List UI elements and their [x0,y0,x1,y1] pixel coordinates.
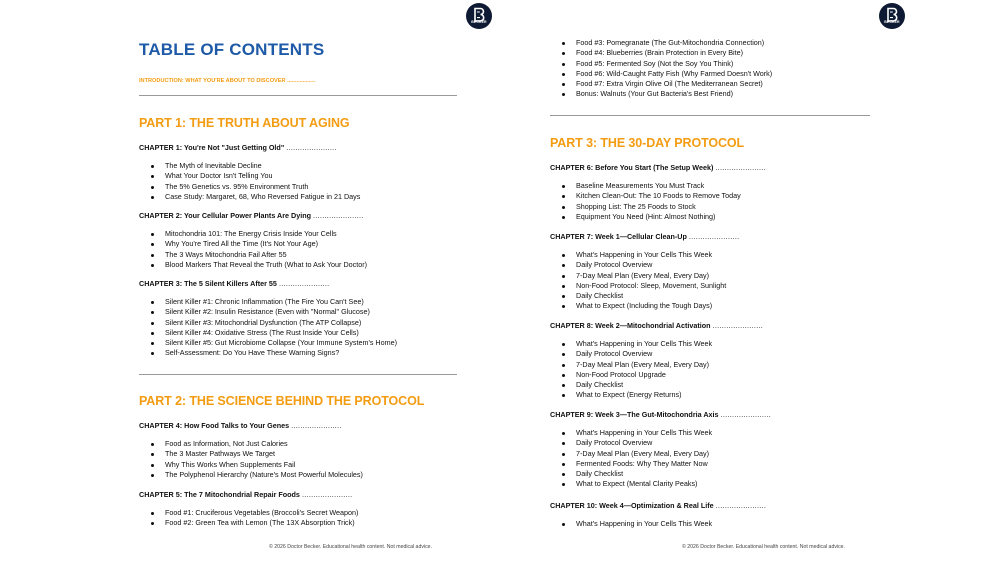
becker-logo [466,3,492,29]
chapter-3-heading [139,279,329,288]
list-item: 7-Day Meal Plan (Every Meal, Every Day) [550,360,712,370]
right-page [500,0,1005,565]
list-item: Self-Assessment: Do You Have These Warning Signs? [139,348,397,358]
chapter-4-list [139,439,363,480]
divider [550,115,870,116]
list-item: Shopping List: The 25 Foods to Stock [550,202,741,212]
list-item: Blood Markers That Reveal the Truth (What to Ask Your Doctor) [139,260,367,270]
leader-dots: ...................... [278,279,330,288]
list-item: Equipment You Need (Hint: Almost Nothing) [550,212,741,222]
part3-heading: PART 3: THE 30-DAY PROTOCOL [550,136,745,150]
list-item: Bonus: Walnuts (Your Gut Bacteria's Best Friend) [550,89,772,99]
list-item: What Your Doctor Isn't Telling You [139,171,360,181]
footer-text: © 2026 Doctor Becker. Educational health content. Not medical advice. [269,544,432,550]
chapter-title: CHAPTER 4: How Food Talks to Your Genes [139,421,290,430]
list-item: Silent Killer #1: Chronic Inflammation (The Fire You Can't See) [139,297,397,307]
list-item: Daily Protocol Overview [550,260,726,270]
list-item: What to Expect (Energy Returns) [550,390,712,400]
part2-heading: PART 2: THE SCIENCE BEHIND THE PROTOCOL [139,394,425,408]
chapter-9-heading [550,410,771,419]
chapter-8-heading [550,321,763,330]
divider [139,374,457,375]
list-item: What's Happening in Your Cells This Week [550,519,712,529]
chapter-7-list [550,250,726,312]
list-item: 7-Day Meal Plan (Every Meal, Every Day) [550,449,712,459]
list-item: Silent Killer #5: Gut Microbiome Collapse (Your Immune System's Home) [139,338,397,348]
leader-dots: ...................... [720,410,772,419]
page-title: TABLE OF CONTENTS [139,40,325,59]
list-item: Non-Food Protocol: Sleep, Movement, Sunlight [550,281,726,291]
chapter-title: CHAPTER 6: Before You Start (The Setup Week) [550,163,714,172]
chapter-title: CHAPTER 2: Your Cellular Power Plants Are Dying [139,211,312,220]
list-item: The 5% Genetics vs. 95% Environment Truth [139,182,360,192]
leader-dots: ...................... [688,232,740,241]
list-item: Silent Killer #3: Mitochondrial Dysfunction (The ATP Collapse) [139,318,397,328]
leader-dots: ...................... [712,321,764,330]
footer-text: © 2026 Doctor Becker. Educational health content. Not medical advice. [682,544,845,550]
list-item: What's Happening in Your Cells This Week [550,428,712,438]
chapter-3-list [139,297,397,359]
chapter-8-list [550,339,712,401]
chapter-title: CHAPTER 7: Week 1—Cellular Clean-Up [550,232,687,241]
chapter-10-heading [550,501,766,510]
list-item: The Polyphenol Hierarchy (Nature's Most Powerful Molecules) [139,470,363,480]
logo-b-icon [466,3,492,29]
chapter-title: CHAPTER 5: The 7 Mitochondrial Repair Foods [139,490,300,499]
list-item: Food as Information, Not Just Calories [139,439,363,449]
list-item: Food #1: Cruciferous Vegetables (Broccoli's Secret Weapon) [139,508,358,518]
leader-dots: ...................... [715,163,766,172]
chapter-title: CHAPTER 3: The 5 Silent Killers After 55 [139,279,277,288]
list-item: Food #7: Extra Virgin Olive Oil (The Mediterranean Secret) [550,79,772,89]
left-page [0,0,500,565]
chapter-5-heading [139,490,352,499]
list-item: What to Expect (Including the Tough Days) [550,301,726,311]
list-item: Daily Checklist [550,380,712,390]
chapter-6-heading [550,163,766,172]
chapter-5-continued-list [550,38,772,100]
leader-dots: ...................... [715,501,767,510]
list-item: Silent Killer #2: Insulin Resistance (Even with "Normal" Glucose) [139,307,397,317]
chapter-5-list [139,508,358,529]
list-item: What's Happening in Your Cells This Week [550,250,726,260]
chapter-title: CHAPTER 1: You're Not "Just Getting Old" [139,143,285,152]
logo-text: BECKER [471,20,487,24]
list-item: Daily Protocol Overview [550,349,712,359]
list-item: Daily Protocol Overview [550,438,712,448]
logo-b-icon [879,3,905,29]
chapter-10-list [550,519,712,529]
list-item: The 3 Master Pathways We Target [139,449,363,459]
list-item: What to Expect (Mental Clarity Peaks) [550,479,712,489]
chapter-1-heading [139,143,337,152]
intro-entry: INTRODUCTION: WHAT YOU'RE ABOUT TO DISCOVER .................. [139,78,316,84]
list-item: Daily Checklist [550,291,726,301]
list-item: Food #3: Pomegranate (The Gut-Mitochondria Connection) [550,38,772,48]
logo-text: BECKER [884,20,900,24]
leader-dots: ...................... [301,490,353,499]
list-item: Food #4: Blueberries (Brain Protection in Every Bite) [550,48,772,58]
chapter-title: CHAPTER 8: Week 2—Mitochondrial Activation [550,321,711,330]
list-item: Food #2: Green Tea with Lemon (The 13X Absorption Trick) [139,518,358,528]
list-item: Food #5: Fermented Soy (Not the Soy You Think) [550,59,772,69]
list-item: Case Study: Margaret, 68, Who Reversed Fatigue in 21 Days [139,192,360,202]
becker-logo [879,3,905,29]
divider [139,95,457,96]
chapter-2-list [139,229,367,270]
chapter-9-list [550,428,712,490]
list-item: Daily Checklist [550,469,712,479]
list-item: Mitochondria 101: The Energy Crisis Inside Your Cells [139,229,367,239]
list-item: Fermented Foods: Why They Matter Now [550,459,712,469]
chapter-title: CHAPTER 9: Week 3—The Gut-Mitochondria Axis [550,410,719,419]
list-item: Why You're Tired All the Time (It's Not Your Age) [139,239,367,249]
list-item: Food #6: Wild-Caught Fatty Fish (Why Farmed Doesn't Work) [550,69,772,79]
chapter-2-heading [139,211,364,220]
leader-dots: ...................... [291,421,342,430]
list-item: Kitchen Clean-Out: The 10 Foods to Remove Today [550,191,741,201]
leader-dots: ...................... [313,211,364,220]
leader-dots: ...................... [286,143,337,152]
chapter-6-list [550,181,741,222]
chapter-title: CHAPTER 10: Week 4—Optimization & Real Life [550,501,714,510]
list-item: Baseline Measurements You Must Track [550,181,741,191]
list-item: Non-Food Protocol Upgrade [550,370,712,380]
list-item: 7-Day Meal Plan (Every Meal, Every Day) [550,271,726,281]
chapter-1-list [139,161,360,202]
list-item: What's Happening in Your Cells This Week [550,339,712,349]
part1-heading: PART 1: THE TRUTH ABOUT AGING [139,116,350,130]
list-item: Why This Works When Supplements Fail [139,460,363,470]
list-item: The 3 Ways Mitochondria Fail After 55 [139,250,367,260]
list-item: The Myth of Inevitable Decline [139,161,360,171]
list-item: Silent Killer #4: Oxidative Stress (The Rust Inside Your Cells) [139,328,397,338]
chapter-7-heading [550,232,739,241]
chapter-4-heading [139,421,342,430]
